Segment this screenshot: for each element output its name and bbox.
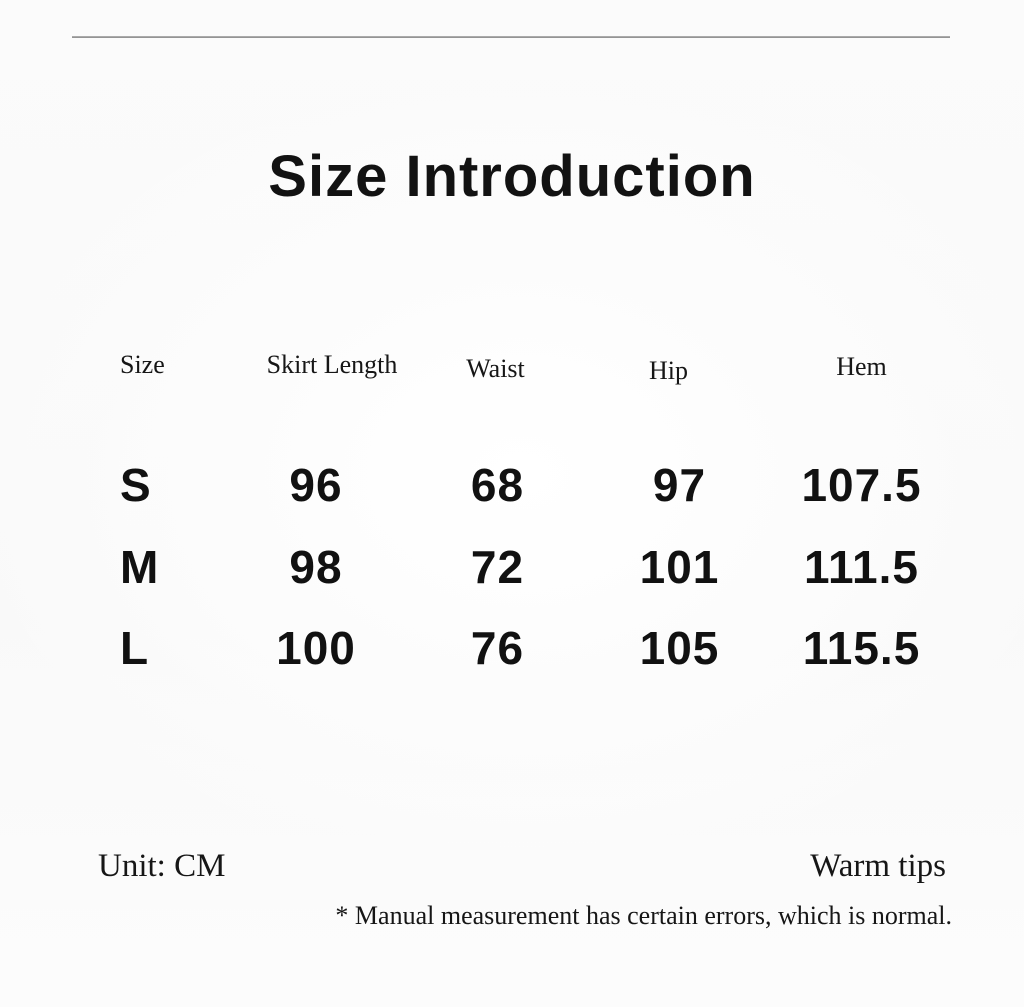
waist-value: 72 (470, 541, 525, 593)
hip-value: 97 (652, 459, 707, 511)
size-label: S (120, 459, 152, 511)
table-header-row (72, 350, 952, 385)
table-row-size-s (72, 458, 952, 512)
column-header-hem: Hem (836, 352, 887, 381)
warm-tips-label: Warm tips (810, 848, 946, 884)
hip-value: 105 (639, 622, 720, 674)
table-row-size-l (72, 621, 952, 675)
waist-value: 68 (470, 459, 525, 511)
top-divider-line (72, 36, 950, 38)
skirt-length-value: 98 (289, 541, 343, 593)
column-header-waist: Waist (466, 354, 525, 383)
waist-value: 76 (470, 622, 525, 674)
column-header-skirt-length: Skirt Length (266, 350, 398, 379)
measurement-note: * Manual measurement has certain errors, which is normal. (335, 901, 952, 930)
hem-value: 115.5 (802, 622, 921, 674)
skirt-length-value: 96 (289, 459, 343, 511)
table-row-size-m (72, 540, 952, 594)
column-header-size: Size (120, 350, 165, 379)
page-title: Size Introduction (268, 144, 756, 209)
unit-label: Unit: CM (98, 848, 226, 884)
hem-value: 111.5 (803, 541, 920, 593)
size-label: M (120, 541, 160, 593)
hip-value: 101 (639, 541, 720, 593)
size-label: L (120, 622, 150, 674)
column-header-hip: Hip (649, 356, 688, 385)
skirt-length-value: 100 (276, 622, 356, 674)
hem-value: 107.5 (801, 459, 922, 511)
